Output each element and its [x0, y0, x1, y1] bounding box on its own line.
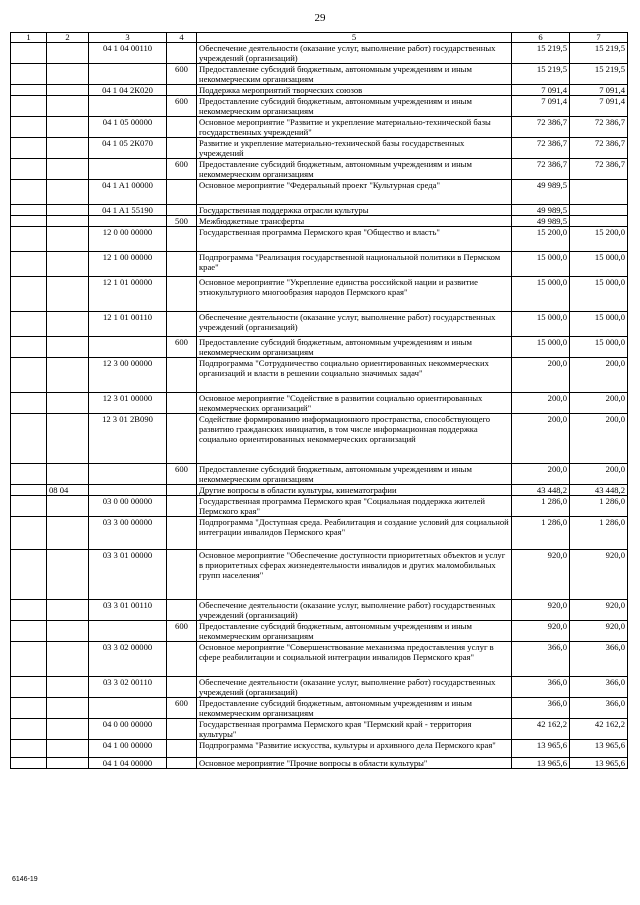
cell-subsection — [47, 227, 89, 252]
cell-amount-year2: 1 286,0 — [570, 496, 628, 517]
cell-name: Предоставление субсидий бюджетным, автономным учреждениям и иным некоммерческим организациям — [197, 464, 512, 485]
cell-target-article: 04 1 05 00000 — [89, 117, 167, 138]
cell-section — [11, 216, 47, 227]
table-row — [11, 64, 628, 85]
cell-subsection — [47, 496, 89, 517]
table-row — [11, 43, 628, 64]
cell-expense-type — [167, 517, 197, 550]
cell-amount-year2 — [570, 180, 628, 205]
cell-subsection — [47, 621, 89, 642]
cell-amount-year2: 920,0 — [570, 550, 628, 600]
column-number: 2 — [47, 33, 89, 43]
cell-target-article: 12 1 01 00000 — [89, 277, 167, 312]
cell-name: Государственная программа Пермского края "Общество и власть" — [197, 227, 512, 252]
cell-target-article: 12 1 00 00000 — [89, 252, 167, 277]
cell-section — [11, 117, 47, 138]
cell-amount-year1: 1 286,0 — [512, 517, 570, 550]
table-row — [11, 227, 628, 252]
cell-target-article: 03 3 02 00000 — [89, 642, 167, 677]
cell-amount-year1: 366,0 — [512, 677, 570, 698]
cell-expense-type: 600 — [167, 337, 197, 358]
cell-expense-type: 500 — [167, 216, 197, 227]
cell-name: Подпрограмма "Сотрудничество социально ориентированных некоммерческих организаций и власти в решении социально значимых задач" — [197, 358, 512, 393]
cell-amount-year2: 15 000,0 — [570, 337, 628, 358]
cell-subsection — [47, 464, 89, 485]
cell-amount-year1: 200,0 — [512, 464, 570, 485]
cell-amount-year1: 13 965,6 — [512, 740, 570, 758]
cell-subsection — [47, 252, 89, 277]
cell-name: Предоставление субсидий бюджетным, автономным учреждениям и иным некоммерческим организациям — [197, 64, 512, 85]
cell-target-article: 03 0 00 00000 — [89, 496, 167, 517]
cell-subsection — [47, 642, 89, 677]
table-row — [11, 252, 628, 277]
cell-expense-type — [167, 496, 197, 517]
cell-amount-year2 — [570, 205, 628, 216]
cell-amount-year2: 7 091,4 — [570, 85, 628, 96]
cell-name: Основное мероприятие "Федеральный проект "Культурная среда" — [197, 180, 512, 205]
cell-target-article — [89, 64, 167, 85]
cell-expense-type — [167, 550, 197, 600]
cell-name: Подпрограмма "Реализация государственной национальной политики в Пермском крае" — [197, 252, 512, 277]
cell-subsection — [47, 600, 89, 621]
cell-name: Государственная поддержка отрасли культуры — [197, 205, 512, 216]
cell-target-article: 03 3 01 00000 — [89, 550, 167, 600]
table-row — [11, 485, 628, 496]
table-row — [11, 85, 628, 96]
cell-expense-type — [167, 252, 197, 277]
cell-expense-type — [167, 740, 197, 758]
cell-target-article: 12 1 01 00110 — [89, 312, 167, 337]
cell-target-article: 04 1 A1 55190 — [89, 205, 167, 216]
column-number: 1 — [11, 33, 47, 43]
cell-name: Предоставление субсидий бюджетным, автономным учреждениям и иным некоммерческим организациям — [197, 96, 512, 117]
column-number: 3 — [89, 33, 167, 43]
cell-expense-type — [167, 227, 197, 252]
table-row — [11, 312, 628, 337]
cell-subsection — [47, 216, 89, 227]
cell-section — [11, 312, 47, 337]
cell-name: Предоставление субсидий бюджетным, автономным учреждениям и иным некоммерческим организациям — [197, 159, 512, 180]
cell-name: Содействие формированию информационного пространства, способствующего развитию гражданских инициатив, в том числе информационная поддержка социально ориентированных некоммерческих организаций — [197, 414, 512, 464]
cell-target-article: 04 1 A1 00000 — [89, 180, 167, 205]
cell-amount-year1: 200,0 — [512, 414, 570, 464]
cell-target-article: 12 3 01 00000 — [89, 393, 167, 414]
cell-amount-year1: 200,0 — [512, 393, 570, 414]
cell-name: Основное мероприятие "Обеспечение доступности приоритетных объектов и услуг в приоритетных сферах жизнедеятельности инвалидов и других маломобильных групп населения" — [197, 550, 512, 600]
cell-amount-year2: 200,0 — [570, 393, 628, 414]
cell-amount-year1: 15 000,0 — [512, 337, 570, 358]
cell-amount-year1: 7 091,4 — [512, 85, 570, 96]
cell-name: Межбюджетные трансферты — [197, 216, 512, 227]
cell-target-article: 12 0 00 00000 — [89, 227, 167, 252]
cell-amount-year2: 42 162,2 — [570, 719, 628, 740]
cell-name: Предоставление субсидий бюджетным, автономным учреждениям и иным некоммерческим организациям — [197, 698, 512, 719]
cell-subsection — [47, 677, 89, 698]
cell-subsection — [47, 277, 89, 312]
cell-section — [11, 64, 47, 85]
budget-table — [10, 32, 628, 769]
cell-target-article: 04 1 00 00000 — [89, 740, 167, 758]
cell-target-article: 03 3 02 00110 — [89, 677, 167, 698]
cell-expense-type — [167, 43, 197, 64]
cell-amount-year1: 15 000,0 — [512, 252, 570, 277]
cell-expense-type: 600 — [167, 698, 197, 719]
cell-section — [11, 138, 47, 159]
cell-section — [11, 698, 47, 719]
table-row — [11, 464, 628, 485]
cell-target-article — [89, 337, 167, 358]
cell-amount-year1: 920,0 — [512, 600, 570, 621]
cell-amount-year2: 72 386,7 — [570, 117, 628, 138]
cell-name: Предоставление субсидий бюджетным, автономным учреждениям и иным некоммерческим организациям — [197, 337, 512, 358]
column-number: 6 — [512, 33, 570, 43]
cell-subsection — [47, 64, 89, 85]
cell-section — [11, 358, 47, 393]
cell-section — [11, 227, 47, 252]
cell-expense-type: 600 — [167, 96, 197, 117]
cell-expense-type — [167, 758, 197, 769]
cell-subsection — [47, 312, 89, 337]
cell-amount-year1: 200,0 — [512, 358, 570, 393]
table-row — [11, 642, 628, 677]
cell-section — [11, 621, 47, 642]
cell-target-article: 04 1 05 2К070 — [89, 138, 167, 159]
cell-expense-type — [167, 677, 197, 698]
cell-name: Подпрограмма "Развитие искусства, культуры и архивного дела Пермского края" — [197, 740, 512, 758]
table-row — [11, 621, 628, 642]
table-row — [11, 337, 628, 358]
cell-target-article: 12 3 00 00000 — [89, 358, 167, 393]
cell-subsection — [47, 96, 89, 117]
cell-section — [11, 642, 47, 677]
cell-name: Обеспечение деятельности (оказание услуг, выполнение работ) государственных учреждений (организаций) — [197, 600, 512, 621]
cell-name: Основное мероприятие "Укрепление единства российской нации и развитие этнокультурного многообразия народов Пермского края" — [197, 277, 512, 312]
cell-target-article — [89, 621, 167, 642]
table-row — [11, 517, 628, 550]
cell-section — [11, 550, 47, 600]
column-number-row — [11, 33, 628, 43]
table-row — [11, 740, 628, 758]
cell-expense-type — [167, 117, 197, 138]
table-row — [11, 550, 628, 600]
cell-amount-year1: 72 386,7 — [512, 138, 570, 159]
cell-target-article: 12 3 01 2В090 — [89, 414, 167, 464]
cell-expense-type — [167, 414, 197, 464]
table-row — [11, 159, 628, 180]
cell-expense-type — [167, 642, 197, 677]
cell-amount-year2: 43 448,2 — [570, 485, 628, 496]
cell-subsection — [47, 43, 89, 64]
table-row — [11, 414, 628, 464]
cell-target-article — [89, 485, 167, 496]
cell-section — [11, 464, 47, 485]
cell-target-article — [89, 216, 167, 227]
table-row — [11, 96, 628, 117]
cell-expense-type: 600 — [167, 464, 197, 485]
table-row — [11, 600, 628, 621]
cell-name: Государственная программа Пермского края "Пермский край - территория культуры" — [197, 719, 512, 740]
cell-amount-year1: 15 000,0 — [512, 277, 570, 312]
cell-name: Обеспечение деятельности (оказание услуг, выполнение работ) государственных учреждений (организаций) — [197, 677, 512, 698]
cell-section — [11, 496, 47, 517]
cell-amount-year1: 1 286,0 — [512, 496, 570, 517]
cell-target-article — [89, 96, 167, 117]
cell-amount-year1: 7 091,4 — [512, 96, 570, 117]
cell-name: Поддержка мероприятий творческих союзов — [197, 85, 512, 96]
cell-section — [11, 414, 47, 464]
column-number: 4 — [167, 33, 197, 43]
table-row — [11, 216, 628, 227]
cell-amount-year2: 200,0 — [570, 414, 628, 464]
cell-amount-year2: 15 000,0 — [570, 312, 628, 337]
cell-amount-year2: 1 286,0 — [570, 517, 628, 550]
table-row — [11, 496, 628, 517]
table-row — [11, 677, 628, 698]
table-row — [11, 358, 628, 393]
cell-expense-type — [167, 719, 197, 740]
cell-expense-type — [167, 312, 197, 337]
cell-amount-year2: 15 200,0 — [570, 227, 628, 252]
cell-amount-year2: 72 386,7 — [570, 138, 628, 159]
cell-amount-year2: 920,0 — [570, 621, 628, 642]
cell-subsection — [47, 85, 89, 96]
cell-target-article — [89, 698, 167, 719]
cell-subsection — [47, 740, 89, 758]
cell-subsection — [47, 180, 89, 205]
cell-section — [11, 277, 47, 312]
cell-amount-year2: 15 000,0 — [570, 277, 628, 312]
cell-expense-type — [167, 205, 197, 216]
cell-section — [11, 159, 47, 180]
cell-section — [11, 43, 47, 64]
cell-expense-type — [167, 393, 197, 414]
cell-section — [11, 96, 47, 117]
table-row — [11, 205, 628, 216]
cell-name: Подпрограмма "Доступная среда. Реабилитация и создание условий для социальной интеграции инвалидов Пермского края" — [197, 517, 512, 550]
cell-amount-year2: 920,0 — [570, 600, 628, 621]
cell-name: Основное мероприятие "Содействие в развитии социально ориентированных некоммерческих организаций" — [197, 393, 512, 414]
column-number: 7 — [570, 33, 628, 43]
cell-name: Предоставление субсидий бюджетным, автономным учреждениям и иным некоммерческим организациям — [197, 621, 512, 642]
cell-section — [11, 85, 47, 96]
cell-section — [11, 393, 47, 414]
cell-name: Другие вопросы в области культуры, кинематографии — [197, 485, 512, 496]
cell-expense-type — [167, 600, 197, 621]
cell-subsection — [47, 138, 89, 159]
cell-section — [11, 600, 47, 621]
cell-amount-year1: 72 386,7 — [512, 117, 570, 138]
cell-amount-year2: 366,0 — [570, 698, 628, 719]
cell-subsection — [47, 550, 89, 600]
cell-target-article — [89, 159, 167, 180]
cell-name: Обеспечение деятельности (оказание услуг, выполнение работ) государственных учреждений (организаций) — [197, 43, 512, 64]
cell-amount-year2: 15 219,5 — [570, 43, 628, 64]
cell-amount-year1: 43 448,2 — [512, 485, 570, 496]
cell-section — [11, 719, 47, 740]
cell-section — [11, 740, 47, 758]
cell-target-article: 04 1 04 00110 — [89, 43, 167, 64]
cell-section — [11, 517, 47, 550]
cell-amount-year1: 49 989,5 — [512, 180, 570, 205]
cell-amount-year2: 200,0 — [570, 464, 628, 485]
cell-amount-year2: 200,0 — [570, 358, 628, 393]
cell-section — [11, 252, 47, 277]
cell-amount-year2 — [570, 216, 628, 227]
page-number: 29 — [314, 12, 326, 24]
cell-amount-year2: 366,0 — [570, 677, 628, 698]
cell-amount-year1: 49 989,5 — [512, 216, 570, 227]
cell-amount-year1: 49 989,5 — [512, 205, 570, 216]
cell-target-article: 03 3 00 00000 — [89, 517, 167, 550]
cell-expense-type — [167, 85, 197, 96]
table-row — [11, 719, 628, 740]
cell-amount-year1: 42 162,2 — [512, 719, 570, 740]
cell-expense-type — [167, 485, 197, 496]
cell-target-article — [89, 464, 167, 485]
cell-name: Государственная программа Пермского края "Социальная поддержка жителей Пермского края" — [197, 496, 512, 517]
column-number: 5 — [197, 33, 512, 43]
cell-expense-type — [167, 358, 197, 393]
cell-amount-year2: 13 965,6 — [570, 740, 628, 758]
table-row — [11, 758, 628, 769]
cell-amount-year1: 15 000,0 — [512, 312, 570, 337]
cell-name: Обеспечение деятельности (оказание услуг, выполнение работ) государственных учреждений (организаций) — [197, 312, 512, 337]
cell-amount-year2: 13 965,6 — [570, 758, 628, 769]
cell-amount-year1: 15 219,5 — [512, 43, 570, 64]
cell-amount-year1: 15 200,0 — [512, 227, 570, 252]
cell-expense-type: 600 — [167, 159, 197, 180]
cell-subsection: 08 04 — [47, 485, 89, 496]
table-row — [11, 277, 628, 312]
table-row — [11, 393, 628, 414]
cell-expense-type — [167, 277, 197, 312]
table-row — [11, 698, 628, 719]
cell-subsection — [47, 393, 89, 414]
table-row — [11, 117, 628, 138]
cell-amount-year1: 72 386,7 — [512, 159, 570, 180]
cell-subsection — [47, 719, 89, 740]
cell-section — [11, 337, 47, 358]
cell-amount-year1: 15 219,5 — [512, 64, 570, 85]
cell-subsection — [47, 205, 89, 216]
cell-subsection — [47, 698, 89, 719]
cell-amount-year2: 366,0 — [570, 642, 628, 677]
cell-target-article: 03 3 01 00110 — [89, 600, 167, 621]
cell-amount-year1: 920,0 — [512, 621, 570, 642]
cell-section — [11, 758, 47, 769]
cell-subsection — [47, 758, 89, 769]
cell-amount-year2: 72 386,7 — [570, 159, 628, 180]
cell-expense-type — [167, 138, 197, 159]
cell-section — [11, 205, 47, 216]
cell-subsection — [47, 159, 89, 180]
cell-amount-year1: 920,0 — [512, 550, 570, 600]
cell-section — [11, 485, 47, 496]
cell-name: Развитие и укрепление материально-технической базы государственных учреждений — [197, 138, 512, 159]
cell-target-article: 04 1 04 00000 — [89, 758, 167, 769]
cell-amount-year2: 15 219,5 — [570, 64, 628, 85]
table-row — [11, 180, 628, 205]
cell-name: Основное мероприятие "Совершенствование механизма предоставления услуг в сфере реабилитации и социальной интеграции инвалидов Пермского края" — [197, 642, 512, 677]
cell-subsection — [47, 358, 89, 393]
table-row — [11, 138, 628, 159]
cell-subsection — [47, 414, 89, 464]
cell-target-article: 04 0 00 00000 — [89, 719, 167, 740]
cell-section — [11, 677, 47, 698]
cell-expense-type — [167, 180, 197, 205]
cell-amount-year1: 366,0 — [512, 698, 570, 719]
cell-amount-year1: 366,0 — [512, 642, 570, 677]
cell-subsection — [47, 337, 89, 358]
cell-amount-year2: 15 000,0 — [570, 252, 628, 277]
cell-amount-year2: 7 091,4 — [570, 96, 628, 117]
cell-expense-type: 600 — [167, 621, 197, 642]
cell-name: Основное мероприятие "Развитие и укрепление материально-технической базы государственных учреждений" — [197, 117, 512, 138]
cell-section — [11, 180, 47, 205]
cell-subsection — [47, 517, 89, 550]
cell-expense-type: 600 — [167, 64, 197, 85]
cell-amount-year1: 13 965,6 — [512, 758, 570, 769]
cell-subsection — [47, 117, 89, 138]
cell-target-article: 04 1 04 2К020 — [89, 85, 167, 96]
cell-name: Основное мероприятие "Прочие вопросы в области культуры" — [197, 758, 512, 769]
document-code: 6146-19 — [12, 876, 38, 883]
